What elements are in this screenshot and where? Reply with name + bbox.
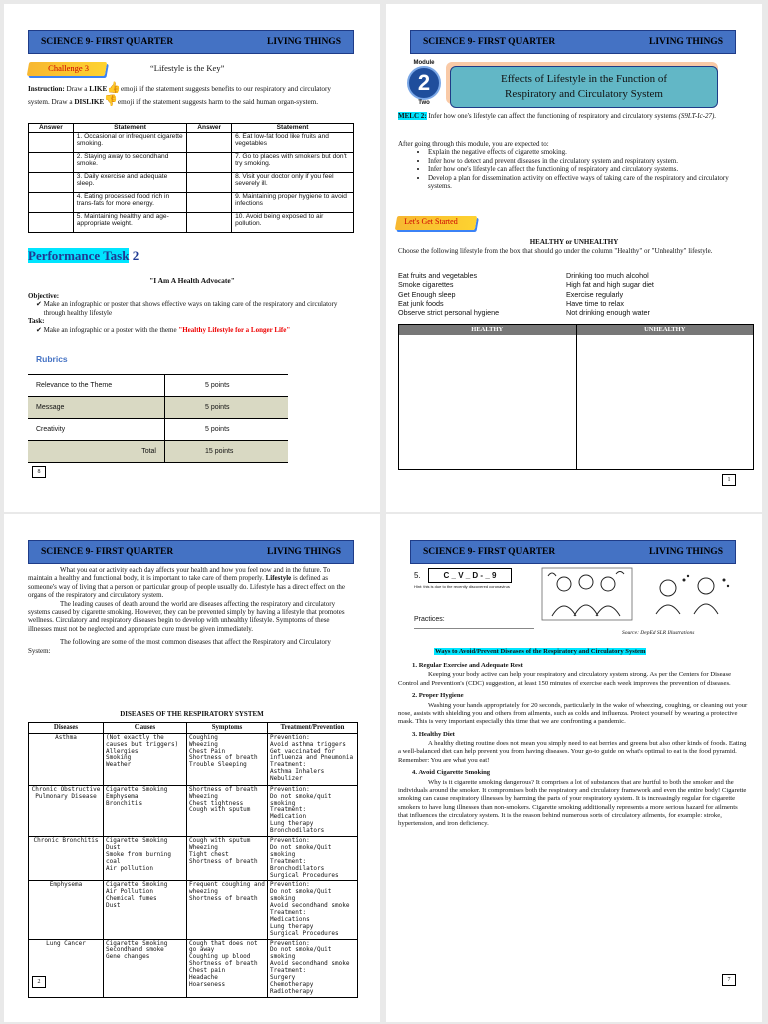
answer-cell[interactable] [187,132,232,152]
header-subject: SCIENCE 9- FIRST QUARTER [41,37,174,47]
puzzle-hint: Hint: this is due to the recently discovered coronavirus [414,584,510,589]
rubric-criterion: Creativity [28,419,165,441]
melc: MELC 2: Infer how one's lifestyle can affect the functioning of respiratory and circulatory systems (S9LT-Ic-27). [398,112,717,120]
answer-cell[interactable] [29,132,74,152]
page-1 [386,4,762,512]
choice-item: Smoke cigarettes [398,280,454,290]
choice-item: Have time to relax [566,298,624,308]
way-text: Keeping your body active can help your respiratory and circulatory system strong. As per the Centers for Disease Control and Prevention's (CDC) suggestion, at least 150 minutes of exercise each week improves the prevention of diseases. [398,671,732,687]
statement-cell: 7. Go to places with smokers but don't try smoking. [232,152,354,172]
statement-table: Answer Statement Answer Statement 1. Occasional or infrequent cigarette smoking. 6. Eat low-fat food like fruits and vegetables 2. Staying away to secondhand smoke. 7. Go to places with smokers but don't try smoking. 3. Daily exercise and adequate sleep. 8. Visit your doctor only if you feel severely ill. 4. Eating processed food rich in trans-fats for more energy. 9. Maintaining proper hygiene to avoid infections 5. Maintaining healthy and age-appropriate weight. 10. Avoid being exposed to air pollution. [28,123,354,233]
unhealthy-column[interactable]: UNHEALTHY [577,325,754,469]
page-number: 2 [32,976,46,988]
rubrics-heading: Rubrics [36,354,68,364]
statement-cell: 6. Eat low-fat food like fruits and vegetables [232,132,354,152]
answer-line[interactable] [414,628,534,629]
module-badge: Module 2 Two [406,60,442,106]
table-row: Chronic Bronchitis Cigarette Smoking Dust Smoke from burning coal Air pollution Cough with sputum Wheezing Tight chest Shortness of breath Prevention: Do not smoke/Quit smoking Treatment: Bronchodilators Surgical Procedures [29,837,358,881]
way-text: A healthy dieting routine does not mean you simply need to eat berries and greens but also other kinds of foods. Eating a well-balanced diet can help prevent you from having diseases. Your go-to guide on what's optimal to eat is the food pyramid. Remember: You are what you eat! [398,740,747,764]
ways-title: Ways to Avoid/Prevent Diseases of the Respiratory and Circulatory System [435,648,646,655]
lets-get-started-banner: Let's Get Started [395,216,477,230]
answer-cell[interactable] [29,212,74,232]
table-row: Chronic Obstructive Pulmonary Disease Cigarette Smoking Emphysema Bronchitis Shortness of breath Wheezing Chest tightness Cough with sputum Prevention: Do not smoke/quit smoking Treatment: Medication Lung therapy Bronchodilators [29,785,358,836]
choice-item: Eat fruits and vegetables [398,271,478,280]
puzzle-box: C _ V _ D - _ 9 [428,568,512,583]
thumbs-up-icon: 👍 [107,82,121,94]
way-title: 3. Healthy Diet [412,730,455,738]
way-title: 2. Proper Hygiene [412,692,464,700]
page-number: 1 [722,474,736,486]
choice-item: Observe strict personal hygiene [398,308,500,318]
thumbs-down-icon: 👎 [104,95,118,108]
header-topic: LIVING THINGS [266,547,341,557]
disease-table-title: DISEASES OF THE RESPIRATORY SYSTEM [120,710,264,718]
challenge-banner [27,62,107,76]
puzzle-number: 5. [414,571,421,580]
practices-label: Practices: [414,616,445,623]
header-subject: SCIENCE 9- FIRST QUARTER [423,37,556,47]
choice-item: Not drinking enough water [566,308,650,318]
objective-block: Objective: ✔ Make an infographic or poster that shows effective ways on taking care of the respiratory and circulatory through healthy lifestyle Task: ✔ Make an infographic or a poster with the theme "Healthy Lifestyle for a Longer Life" [28,292,338,334]
header-topic: LIVING THINGS [266,37,341,47]
page-8 [4,4,380,512]
rubric-points: 5 points [205,404,230,411]
rubric-criterion: Relevance to the Theme [28,375,165,397]
healthy-instruction: Choose the following lifestyle from the box that should go under the column "Healthy" or "Unhealthy" lifestyle. [398,247,713,255]
image-source: Source: DepEd SLR Illustrations [622,630,695,636]
statement-cell: 8. Visit your doctor only if you feel severely ill. [232,172,354,192]
page-header [28,30,354,54]
objective-item: • Develop a plan for dissemination activity on effective ways of taking care of the respiratory and circulatory systems. [428,174,748,191]
module-title: Effects of Lifestyle in the Function of Respiratory and Circulatory System [450,66,718,108]
page-2 [4,514,380,1022]
header-topic: LIVING THINGS [648,37,723,47]
check-icon: ✔ [36,300,44,309]
challenge-label: Challenge 3 [48,63,90,73]
challenge-title: “Lifestyle is the Key” [150,63,225,73]
disease-table: Diseases Causes Symptoms Treatment/Prevention Asthma (Not exactly the causes but triggers) Allergies Smoking Weather Coughing Wheezing Chest Pain Shortness of breath Trouble Sleeping Prevention: Avoid asthma triggers Get vaccinated for influenza and Pneumonia Treatment: Asthma Inhalers Nebulizer Chronic Obstructive Pulmonary Disease Cigarette Smoking Emphysema Bronchitis Shortness of breath Wheezing Chest tightness Cough with sputum Prevention: Do not smoke/quit smoking Treatment: Medication Lung therapy Bronchodilators Chronic Bronchitis Cigarette Smoking Dust Smoke from burning coal Air pollution Cough with sputum Wheezing Tight chest Shortness of breath Prevention: Do not smoke/Quit smoking Treatment: Bronchodilators Surgical Procedures Emphysema Cigarette Smoking Air Pollution Chemical fumes Dust Frequent coughing and wheezing Shortness of breath Prevention: Do not smoke/Quit smoking Avoid secondhand smoke Treatment: Medications Lung therapy Surgical Procedures Lung Cancer Cigarette Smoking Secondhand smoke Gene changes Cough that does not go away Coughing up blood Shortness of breath Chest pain Headache Hoarseness Prevention: Do not smoke/Quit smoking Avoid secondhand smoke Treatment: Surgery Chemotherapy Radiotherapy [28,722,358,998]
statement-cell: 4. Eating processed food rich in trans-fats for more energy. [73,192,187,212]
check-icon: ✔ [36,325,44,334]
instruction: Instruction: Draw a LIKE👍emoji if the statement suggests benefits to our respiratory and circulatory system. Draw a DISLIKE👎emoji if the statement suggests harm to the said human organ-system. [28,82,331,108]
header-subject: SCIENCE 9- FIRST QUARTER [41,547,174,557]
way-text: Why is it cigarette smoking dangerous? It comprises a lot of substances that are hurtful to both the smoker and the individuals around the smoker. It compromises both the respiratory and circulatory framework and even the entire body! Cigarette smoking can cause respiratory illnesses by harming the parts of your respiratory system. It is increasingly regular for cigarette smokers to have lung illnesses than non-smokers. Cigarette smoking additionally represents a more serious hazard for ailments that influences the circulatory system. It is the reason behind numerous sorts of circulatory ailments, for example: stroke, hypertension, and iron deficiency. [398,778,747,828]
objective-item: • Infer how to detect and prevent diseases in the circulatory system and respiratory system. [428,157,748,165]
statement-cell: 2. Staying away to secondhand smoke. [73,152,187,172]
answer-cell[interactable] [29,192,74,212]
rubric-points: 5 points [205,426,230,433]
page-header [410,30,736,54]
rubric-points: 5 points [205,382,230,389]
page-7 [386,514,762,1022]
statement-cell: 3. Daily exercise and adequate sleep. [73,172,187,192]
way-title: 4. Avoid Cigarette Smoking [412,769,491,777]
answer-cell[interactable] [187,212,232,232]
answer-cell[interactable] [187,152,232,172]
performance-task-title: Performance Task 2 [28,248,140,263]
rubric-total-points: 15 points [205,448,234,455]
answer-cell[interactable] [29,152,74,172]
illustration [538,566,738,630]
choices-box [398,271,748,317]
rubrics-table [28,374,288,463]
healthy-unhealthy-table [398,324,754,470]
header-topic: LIVING THINGS [648,547,723,557]
healthy-column[interactable]: HEALTHY [399,325,577,469]
table-row: Asthma (Not exactly the causes but triggers) Allergies Smoking Weather Coughing Wheezing Chest Pain Shortness of breath Trouble Sleeping Prevention: Avoid asthma triggers Get vaccinated for influenza and Pneumonia Treatment: Asthma Inhalers Nebulizer [29,733,358,785]
statement-cell: 5. Maintaining healthy and age-appropriate weight. [73,212,187,232]
objectives: After going through this module, you are expected to: • Explain the negative effects of cigarette smoking. • Infer how to detect and prevent diseases in the circulatory system and respiratory system. • Infer how one's lifestyle can affect the functioning of respiratory and circulatory systems. • Develop a plan for dissemination activity on effective ways of taking care of the respiratory and circulatory systems. [398,140,748,190]
statement-cell: 1. Occasional or infrequent cigarette smoking. [73,132,187,152]
module-number: 2 [407,66,441,100]
choice-item: Exercise regularly [566,289,624,299]
answer-cell[interactable] [29,172,74,192]
statement-cell: 10. Avoid being exposed to air pollution. [232,212,354,232]
statement-cell: 9. Maintaining proper hygiene to avoid infections [232,192,354,212]
performance-subtitle: "I Am A Health Advocate" [149,276,235,285]
objective-item: • Explain the negative effects of cigarette smoking. [428,148,748,156]
header-subject: SCIENCE 9- FIRST QUARTER [423,547,556,557]
choice-item: High fat and high sugar diet [566,280,654,290]
choice-item: Eat junk foods [398,298,444,308]
page-header [410,540,736,564]
page-number: 7 [722,974,736,986]
page-header [28,540,354,564]
way-text: Washing your hands appropriately for 20 seconds, particularly in the wake of wheezing, coughing, or cleaning out your nose, assists with shielding you and others from ailments, such as colds and influenza. Protect yourself by wearing a protective mask. This is very important especially this time that we are confronting a pandemic. [398,701,748,726]
way-title: 1. Regular Exercise and Adequate Rest [412,662,523,669]
page-number: 8 [32,466,46,478]
ways-list [398,660,748,829]
intro-text: What you eat or activity each day affects your health and how you feel now and in the future. To maintain a healthy and functional body, it is important to take care of them properly. Lifestyle is defined as someone's way of living that a person or particular group of people usually do. Lifestyle has a direct effect on the organs of the respiratory and circulatory system. The leading causes of death around the world are diseases affecting the respiratory and circulatory systems caused by cigarette smoking. However, they can be prevented simply by having a lifestyle that promotes wellness. Circulatory and respiratory diseases begin to develop with unhealthy lifestyle. Symptoms of these illnesses must not be neglected and appropriate cure must be given immediately. The following are some of the most common diseases that affect the Respiratory and Circulatory System: [28,566,346,655]
table-row: Emphysema Cigarette Smoking Air Pollution Chemical fumes Dust Frequent coughing and wheezing Shortness of breath Prevention: Do not smoke/Quit smoking Avoid secondhand smoke Treatment: Medications Lung therapy Surgical Procedures [29,881,358,939]
answer-cell[interactable] [187,192,232,212]
answer-cell[interactable] [187,172,232,192]
table-row: Lung Cancer Cigarette Smoking Secondhand smoke Gene changes Cough that does not go away Coughing up blood Shortness of breath Chest pain Headache Hoarseness Prevention: Do not smoke/Quit smoking Avoid secondhand smoke Treatment: Surgery Chemotherapy Radiotherapy [29,939,358,997]
objective-item: • Infer how one's lifestyle can affect the functioning of respiratory and circulatory systems. [428,165,748,173]
rubric-total-label: Total [28,441,165,463]
rubric-criterion: Message [28,397,165,419]
healthy-title: HEALTHY or UNHEALTHY [529,238,619,246]
choice-item: Drinking too much alcohol [566,271,649,280]
choice-item: Get Enough sleep [398,289,456,299]
